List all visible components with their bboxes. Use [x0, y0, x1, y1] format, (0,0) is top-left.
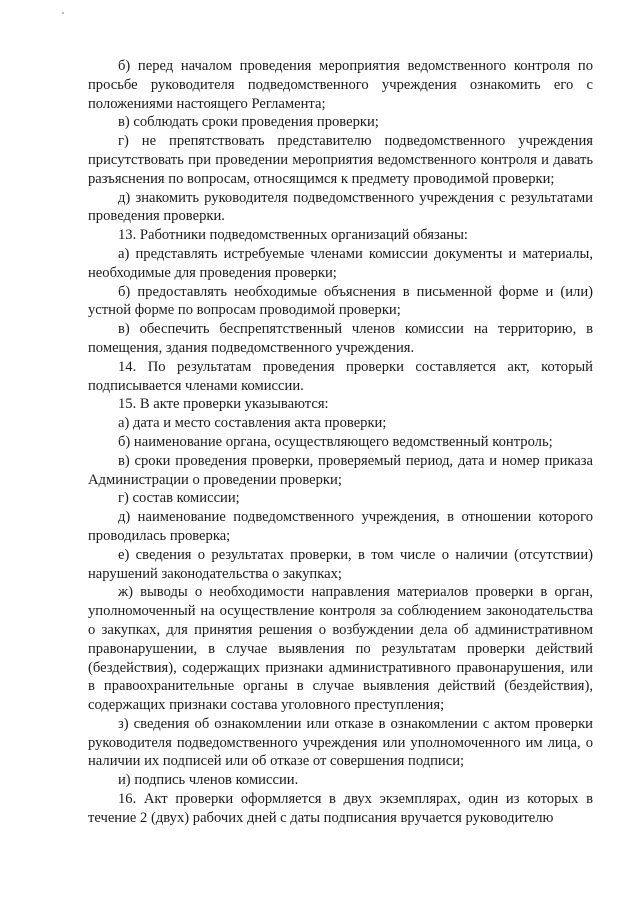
paragraph-item-d-results: д) знакомить руководителя подведомственного учреждения с результатами проведения проверки. — [88, 189, 593, 225]
paragraph-15-d: д) наименование подведомственного учреждения, в отношении которого проводилась проверка; — [88, 509, 593, 544]
paragraph-item-b-familiarize: б) перед началом проведения мероприятия ведомственного контроля по просьбе руководителя подведомственного учреждения ознакомить его с положениями настоящего Регламента; — [88, 58, 593, 112]
paragraph-section-13: 13. Работники подведомственных организаций обязаны: — [118, 227, 468, 244]
paragraph-15-zh: ж) выводы о необходимости направления материалов проверки в орган, уполномоченный на осуществление контроля за соблюдением законодательства о закупках, для принятия решения о возбуждении дела об административном правонарушении, в случае выявления по результатам проверки действий (бездействия), содержащих признаки административного правонарушения, или в правоохранительные органы в случае выявления действий (бездействия), содержащих признаки состава уголовного преступления; — [88, 584, 593, 714]
paragraph-15-i: и) подпись членов комиссии. — [118, 772, 299, 789]
paragraph-item-v-deadlines: в) соблюдать сроки проведения проверки; — [118, 114, 379, 131]
paragraph-section-16: 16. Акт проверки оформляется в двух экземплярах, один из которых в течение 2 (двух) рабочих дней с даты подписания вручается руководителю — [88, 791, 593, 826]
paragraph-13-a: а) представлять истребуемые членами комиссии документы и материалы, необходимые для проведения проверки; — [88, 245, 593, 281]
paragraph-13-b: б) предоставлять необходимые объяснения в письменной форме и (или) устной форме по вопросам проводимой проверки; — [88, 283, 593, 319]
paragraph-section-15: 15. В акте проверки указываются: — [118, 396, 329, 413]
paragraph-15-z: з) сведения об ознакомлении или отказе в ознакомлении с актом проверки руководителя подведомственного учреждения или уполномоченного им лица, о наличии их подписей или об отказе от совершения подписи; — [88, 715, 593, 770]
paragraph-15-b: б) наименование органа, осуществляющего ведомственный контроль; — [118, 433, 553, 450]
paragraph-section-14: 14. По результатам проведения проверки составляется акт, который подписывается членами комиссии. — [88, 358, 593, 394]
paragraph-15-e: е) сведения о результатах проверки, в том числе о наличии (отсутствии) нарушений законодательства о закупках; — [88, 546, 593, 582]
document-body — [88, 57, 593, 828]
paragraph-15-v: в) сроки проведения проверки, проверяемый период, дата и номер приказа Администрации о проведении проверки; — [88, 452, 593, 488]
paragraph-item-g-not-obstruct: г) не препятствовать представителю подведомственного учреждения присутствовать при проведении мероприятия ведомственного контроля и давать разъяснения по вопросам, относящимся к предмету проводимой проверки; — [88, 133, 593, 187]
paragraph-13-v: в) обеспечить беспрепятственный членов комиссии на территорию, в помещения, здания подведомственного учреждения. — [88, 321, 593, 356]
paragraph-15-g: г) состав комиссии; — [118, 490, 240, 507]
paragraph-15-a: а) дата и место составления акта проверки; — [118, 415, 387, 432]
scan-speck — [62, 12, 64, 14]
